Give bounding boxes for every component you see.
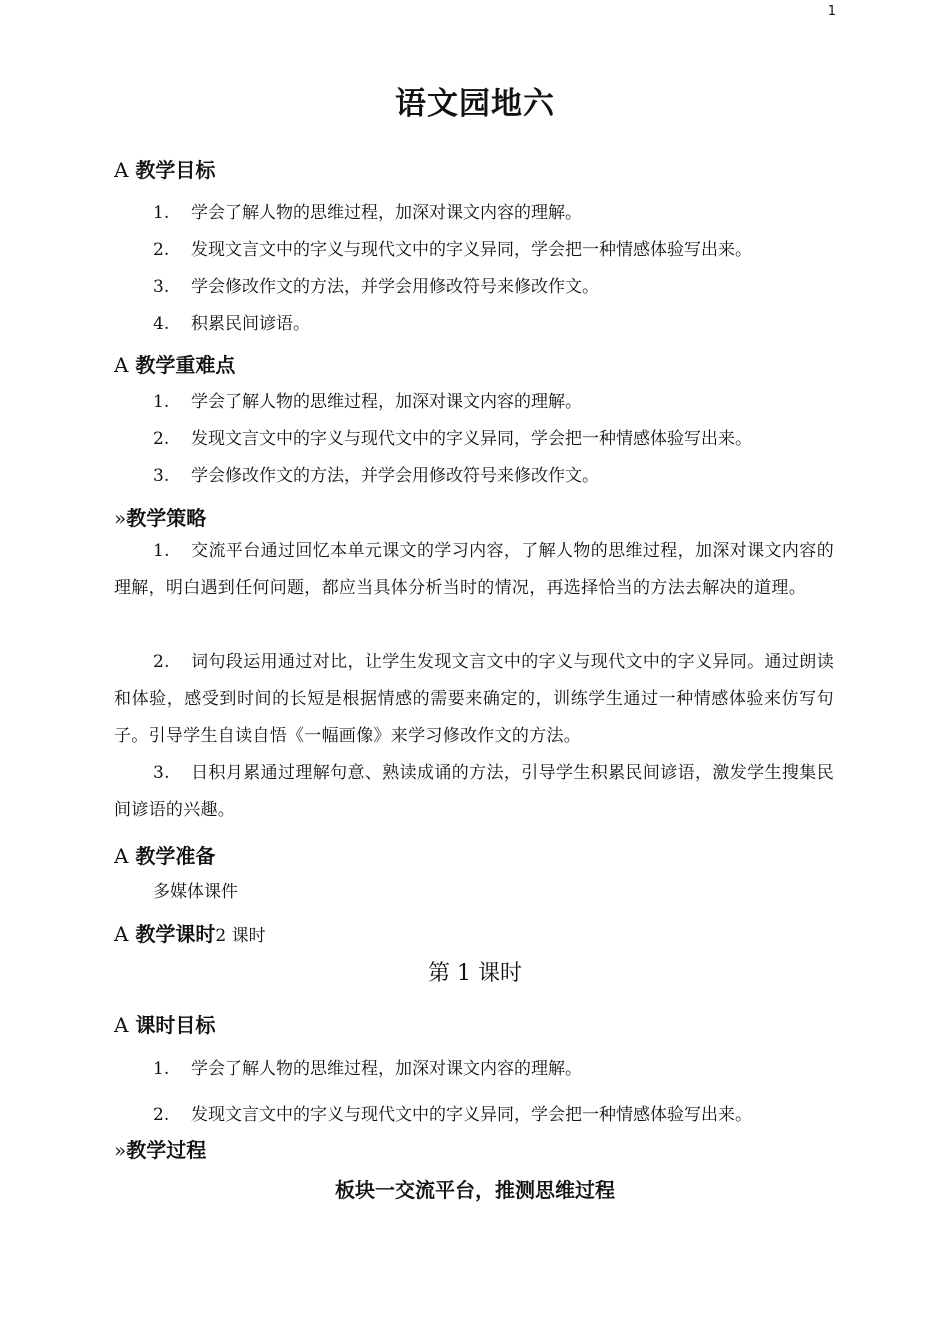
- list-item: [153, 461, 599, 486]
- list-item: [153, 424, 752, 449]
- section-marker: A: [114, 1013, 129, 1037]
- list-text: 发现文言文中的字义与现代文中的字义异同，学会把一种情感体验写出来。: [191, 429, 752, 449]
- section-heading-key-points: [114, 349, 235, 378]
- section-heading-text: 课时目标: [135, 1013, 216, 1037]
- list-item: [153, 387, 582, 412]
- section-heading-process: [114, 1134, 206, 1163]
- list-text: 积累民间谚语。: [191, 314, 310, 334]
- list-item: [153, 1054, 582, 1079]
- list-number: 3.: [153, 277, 170, 297]
- block-title: 板块一交流平台，推测思维过程: [335, 1178, 615, 1202]
- list-item: [153, 198, 582, 223]
- strategy-paragraph: [114, 533, 834, 607]
- lesson-title: 第 1 课时: [428, 961, 522, 986]
- section-marker: »: [114, 506, 127, 530]
- paragraph-number: 3.: [153, 763, 170, 783]
- section-heading-strategy: [114, 502, 206, 531]
- list-text: 学会修改作文的方法，并学会用修改符号来修改作文。: [191, 466, 599, 486]
- list-number: 1.: [153, 203, 170, 223]
- paragraph-number: 2.: [153, 652, 170, 672]
- list-number: 2.: [153, 429, 170, 449]
- document-title: 语文园地六: [395, 86, 555, 122]
- list-number: 3.: [153, 466, 170, 486]
- list-number: 4.: [153, 314, 170, 334]
- list-text: 学会了解人物的思维过程，加深对课文内容的理解。: [191, 392, 582, 412]
- section-heading-preparation: [114, 840, 215, 869]
- list-item: [153, 272, 599, 297]
- list-item: [153, 235, 752, 260]
- section-heading-text: 教学重难点: [135, 353, 236, 377]
- list-text: 学会了解人物的思维过程，加深对课文内容的理解。: [191, 1059, 582, 1079]
- list-item: [153, 1100, 752, 1125]
- list-item: [153, 309, 310, 334]
- strategy-paragraph: [114, 755, 834, 829]
- list-number: 2.: [153, 1105, 170, 1125]
- section-marker: A: [114, 158, 129, 182]
- list-text: 发现文言文中的字义与现代文中的字义异同，学会把一种情感体验写出来。: [191, 240, 752, 260]
- list-number: 1.: [153, 392, 170, 412]
- list-number: 1.: [153, 1059, 170, 1079]
- paragraph-text: 交流平台通过回忆本单元课文的学习内容，了解人物的思维过程，加深对课文内容的理解，明白遇到任何问题，都应当具体分析当时的情况，再选择恰当的方法去解决的道理。: [114, 541, 834, 598]
- section-heading-text: 教学课时: [135, 922, 216, 946]
- paragraph-text: 词句段运用通过对比，让学生发现文言文中的字义与现代文中的字义异同。通过朗读和体验，感受到时间的长短是根据情感的需要来确定的，训练学生通过一种情感体验来仿写句子。引导学生自读自悟《一幅画像》来学习修改作文的方法。: [114, 652, 834, 746]
- section-heading-text: 教学过程: [126, 1138, 207, 1162]
- preparation-content: 多媒体课件: [153, 882, 238, 902]
- paragraph-text: 日积月累通过理解句意、熟读成诵的方法，引导学生积累民间谚语，激发学生搜集民间谚语的兴趣。: [114, 763, 834, 820]
- page-number: 1: [827, 4, 836, 19]
- section-heading-lesson-goals: [114, 1009, 215, 1038]
- section-marker: A: [114, 353, 129, 377]
- list-text: 学会了解人物的思维过程，加深对课文内容的理解。: [191, 203, 582, 223]
- strategy-paragraph: [114, 644, 834, 755]
- section-marker: A: [114, 922, 129, 946]
- section-heading-text: 教学目标: [135, 158, 216, 182]
- hours-value: 2 课时: [215, 926, 266, 946]
- section-heading-text: 教学策略: [126, 506, 207, 530]
- list-text: 学会修改作文的方法，并学会用修改符号来修改作文。: [191, 277, 599, 297]
- paragraph-number: 1.: [153, 541, 170, 561]
- section-heading-hours: [114, 918, 266, 947]
- list-text: 发现文言文中的字义与现代文中的字义异同，学会把一种情感体验写出来。: [191, 1105, 752, 1125]
- list-number: 2.: [153, 240, 170, 260]
- section-heading-goals: [114, 154, 215, 183]
- section-heading-text: 教学准备: [135, 844, 216, 868]
- section-marker: A: [114, 844, 129, 868]
- section-marker: »: [114, 1138, 127, 1162]
